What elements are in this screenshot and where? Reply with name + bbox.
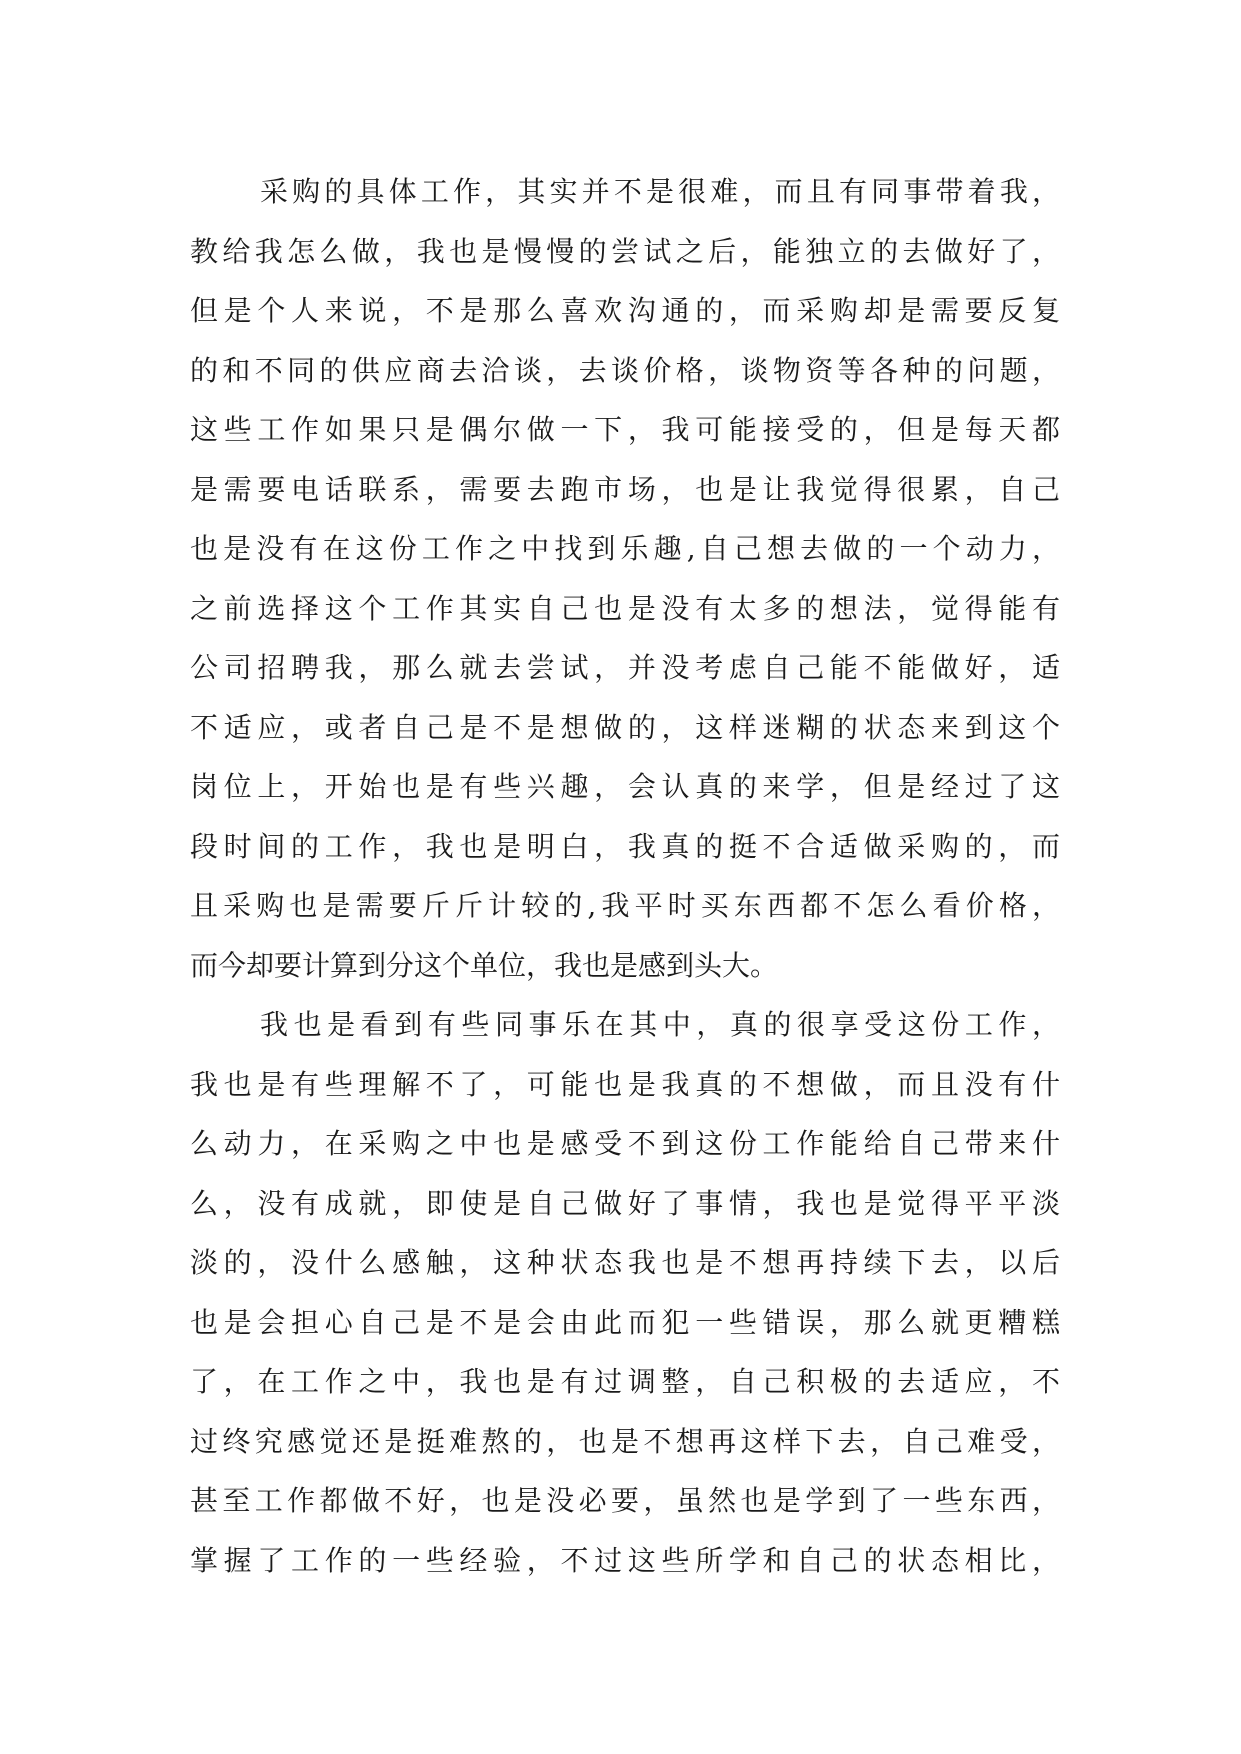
text-line: 公司招聘我，那么就去尝试，并没考虑自己能不能做好，适 (190, 651, 1060, 684)
text-line: 我也是看到有些同事乐在其中，真的很享受这份工作， (260, 1008, 1060, 1041)
text-line: 掌握了工作的一些经验，不过这些所学和自己的状态相比， (190, 1543, 1060, 1577)
text-line: 过终究感觉还是挺难熬的，也是不想再这样下去，自己难受， (190, 1424, 1060, 1458)
text-line: 且采购也是需要斤斤计较的,我平时买东西都不怎么看价格， (190, 889, 1060, 922)
paragraph-1 (190, 162, 1060, 995)
text-line: 不适应，或者自己是不是想做的，这样迷糊的状态来到这个 (190, 710, 1060, 744)
text-line: 是需要电话联系，需要去跑市场，也是让我觉得很累，自己 (190, 472, 1060, 506)
text-line: 也是没有在这份工作之中找到乐趣,自己想去做的一个动力， (190, 532, 1060, 565)
text-line: 岗位上，开始也是有些兴趣，会认真的来学，但是经过了这 (190, 770, 1060, 803)
text-line: 但是个人来说，不是那么喜欢沟通的，而采购却是需要反复 (190, 294, 1060, 327)
document-body (190, 162, 1060, 1590)
text-line: 教给我怎么做，我也是慢慢的尝试之后，能独立的去做好了， (190, 234, 1060, 268)
text-line: 这些工作如果只是偶尔做一下，我可能接受的，但是每天都 (190, 413, 1060, 446)
text-line: 采购的具体工作，其实并不是很难，而且有同事带着我， (260, 175, 1060, 208)
text-line: 么动力，在采购之中也是感受不到这份工作能给自己带来什 (190, 1127, 1060, 1160)
text-line: 我也是有些理解不了，可能也是我真的不想做，而且没有什 (190, 1067, 1060, 1101)
text-line: 么，没有成就，即使是自己做好了事情，我也是觉得平平淡 (190, 1186, 1060, 1220)
text-line: 也是会担心自己是不是会由此而犯一些错误，那么就更糟糕 (190, 1305, 1060, 1339)
text-line: 之前选择这个工作其实自己也是没有太多的想法，觉得能有 (190, 591, 1060, 625)
text-line: 了，在工作之中，我也是有过调整，自己积极的去适应，不 (190, 1365, 1060, 1398)
text-line: 淡的，没什么感触，这种状态我也是不想再持续下去，以后 (190, 1246, 1060, 1279)
text-line: 而今却要计算到分这个单位，我也是感到头大。 (190, 948, 779, 982)
text-line: 的和不同的供应商去洽谈，去谈价格，谈物资等各种的问题， (190, 353, 1060, 387)
text-line: 段时间的工作，我也是明白，我真的挺不合适做采购的，而 (190, 829, 1060, 863)
text-line: 甚至工作都做不好，也是没必要，虽然也是学到了一些东西， (190, 1484, 1060, 1517)
paragraph-2 (190, 995, 1060, 1590)
